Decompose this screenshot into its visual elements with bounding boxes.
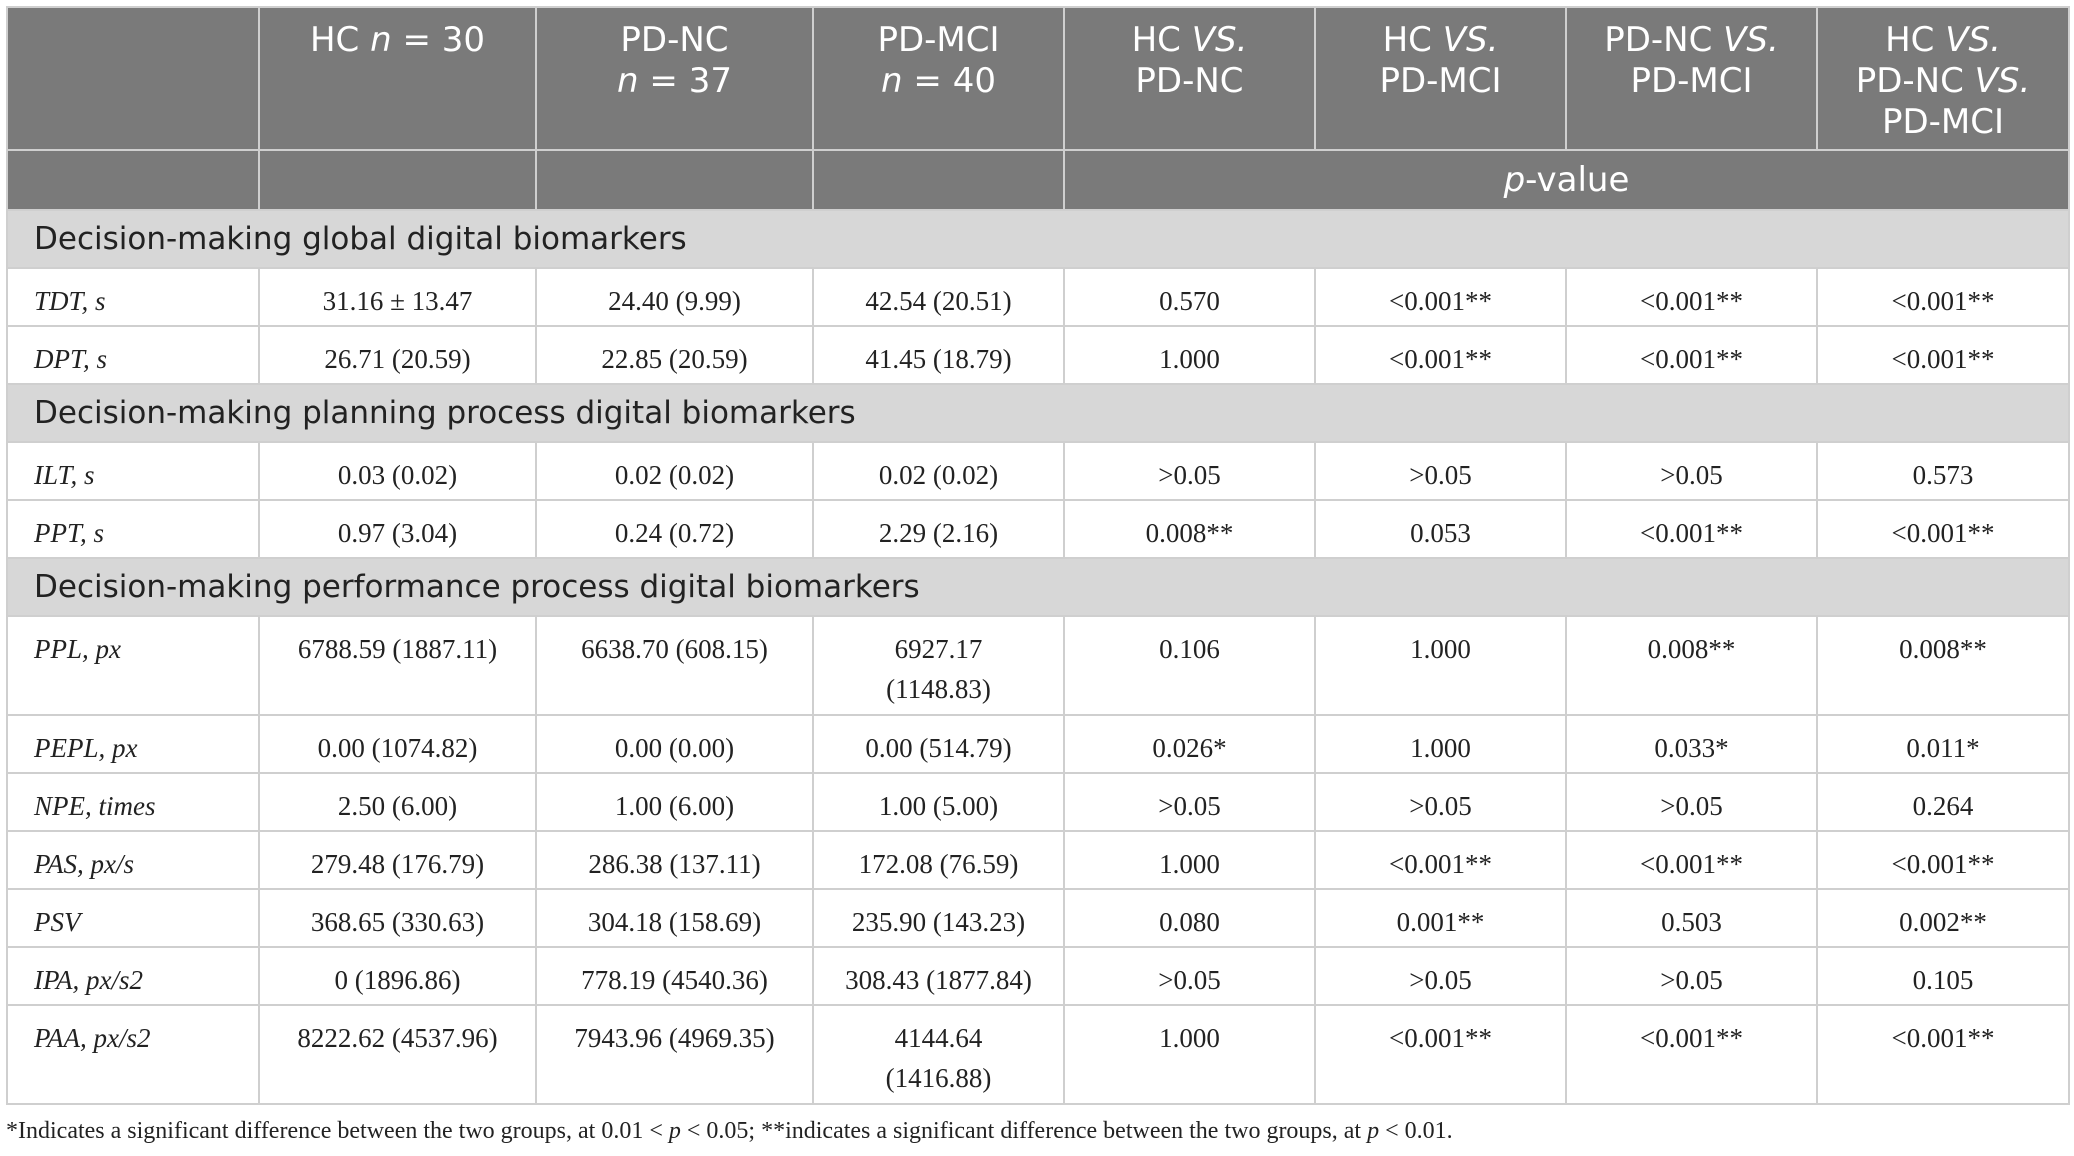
table-cell: 0.008** [1817, 616, 2069, 715]
table-row [7, 500, 2069, 558]
table-cell: >0.05 [1064, 442, 1315, 500]
table-cell: 1.000 [1064, 326, 1315, 384]
column-header-text: VS. [1191, 20, 1248, 60]
table-cell: 0.00 (0.00) [536, 715, 813, 773]
column-header-text: PD-MCI [877, 20, 1000, 60]
table-cell: 2.29 (2.16) [813, 500, 1064, 558]
row-label: PEPL, px [7, 715, 259, 773]
table-cell: 8222.62 (4537.96) [259, 1005, 536, 1104]
table-cell: 0.503 [1566, 889, 1817, 947]
table-cell: 0.080 [1064, 889, 1315, 947]
table-cell: <0.001** [1315, 831, 1566, 889]
table-cell: >0.05 [1315, 947, 1566, 1005]
column-header-line [1818, 61, 2068, 102]
table-cell: <0.001** [1315, 326, 1566, 384]
table-cell: <0.001** [1566, 326, 1817, 384]
table-cell: 6927.17 (1148.83) [813, 616, 1064, 715]
table-cell: 0.053 [1315, 500, 1566, 558]
column-header-text: PD-MCI [1881, 102, 2005, 142]
table-cell: 0.00 (1074.82) [259, 715, 536, 773]
table-cell: 0.002** [1817, 889, 2069, 947]
column-header-text: PD-NC [1604, 20, 1724, 60]
header-subrow [7, 150, 2069, 210]
table-cell: >0.05 [1064, 947, 1315, 1005]
section-row [7, 558, 2069, 616]
column-header-text: PD-NC [1135, 61, 1244, 101]
table-cell: 7943.96 (4969.35) [536, 1005, 813, 1104]
table-cell: 0.264 [1817, 773, 2069, 831]
table-cell: 2.50 (6.00) [259, 773, 536, 831]
column-header-line [1567, 20, 1816, 61]
column-header-line [1818, 20, 2068, 61]
header-blank-cell [813, 150, 1064, 210]
column-header-text: HC [309, 20, 371, 60]
table-cell: 1.000 [1315, 616, 1566, 715]
table-cell: 31.16 ± 13.47 [259, 268, 536, 326]
table-cell: 42.54 (20.51) [813, 268, 1064, 326]
column-header-text: VS. [1442, 20, 1499, 60]
column-header-text: HC [1885, 20, 1946, 60]
column-header-line [1316, 61, 1565, 102]
footnote-text: p [1367, 1118, 1380, 1144]
table-cell: >0.05 [1566, 947, 1817, 1005]
table-row [7, 831, 2069, 889]
table-header [7, 7, 2069, 210]
table-cell: <0.001** [1566, 500, 1817, 558]
header-blank-cell [536, 150, 813, 210]
table-row [7, 889, 2069, 947]
table-cell: 1.000 [1064, 831, 1315, 889]
column-header-line [1316, 20, 1565, 61]
table-row [7, 715, 2069, 773]
column-header-line [814, 61, 1063, 102]
column-header-line [537, 61, 812, 102]
column-header-text: = 37 [638, 61, 732, 101]
table-row [7, 268, 2069, 326]
table-row [7, 1005, 2069, 1104]
footnote-text: p [668, 1118, 681, 1144]
pvalue-suffix: -value [1525, 159, 1630, 200]
row-label: IPA, px/s2 [7, 947, 259, 1005]
column-header-text: = 30 [391, 20, 486, 60]
table-cell: 235.90 (143.23) [813, 889, 1064, 947]
table-cell: 0.24 (0.72) [536, 500, 813, 558]
footnote-text: < 0.05; **indicates a significant difference between the two groups, at [680, 1118, 1368, 1144]
table-cell: 41.45 (18.79) [813, 326, 1064, 384]
column-header-text: n [617, 61, 639, 101]
column-header-text: PD-MCI [1630, 61, 1753, 101]
table-cell: 0.106 [1064, 616, 1315, 715]
table-cell: 0.026* [1064, 715, 1315, 773]
table-cell: 0.105 [1817, 947, 2069, 1005]
table-cell: >0.05 [1566, 442, 1817, 500]
table-cell: <0.001** [1817, 831, 2069, 889]
table-cell: >0.05 [1566, 773, 1817, 831]
table-cell: 286.38 (137.11) [536, 831, 813, 889]
table-cell: <0.001** [1566, 268, 1817, 326]
table-cell: <0.001** [1315, 268, 1566, 326]
table-row [7, 326, 2069, 384]
section-title: Decision-making performance process digital biomarkers [7, 558, 2069, 616]
table-cell: 0.97 (3.04) [259, 500, 536, 558]
table-cell: <0.001** [1817, 268, 2069, 326]
row-label: DPT, s [7, 326, 259, 384]
table-cell: 0 (1896.86) [259, 947, 536, 1005]
column-header-text: HC [1382, 20, 1443, 60]
table-cell: 0.03 (0.02) [259, 442, 536, 500]
table-cell: 172.08 (76.59) [813, 831, 1064, 889]
section-row [7, 384, 2069, 442]
footnote-text: *Indicates a significant difference between the two groups, at 0.01 < [6, 1118, 669, 1144]
table-cell: <0.001** [1566, 831, 1817, 889]
table-cell: 0.02 (0.02) [813, 442, 1064, 500]
table-cell: 6788.59 (1887.11) [259, 616, 536, 715]
column-header-text: HC [1131, 20, 1192, 60]
column-header-line [814, 20, 1063, 61]
table-cell: 6638.70 (608.15) [536, 616, 813, 715]
column-header [259, 7, 536, 150]
table-row [7, 773, 2069, 831]
table-cell: 0.02 (0.02) [536, 442, 813, 500]
column-header-text: n [370, 20, 392, 60]
column-header-line [1065, 61, 1314, 102]
table-cell: 0.001** [1315, 889, 1566, 947]
table-row [7, 442, 2069, 500]
header-blank-cell [259, 150, 536, 210]
row-label: PAA, px/s2 [7, 1005, 259, 1104]
section-row [7, 210, 2069, 268]
table-cell: 0.00 (514.79) [813, 715, 1064, 773]
table-cell: >0.05 [1315, 442, 1566, 500]
footnote [6, 1118, 1453, 1145]
table-cell: 0.033* [1566, 715, 1817, 773]
row-label: PAS, px/s [7, 831, 259, 889]
section-title: Decision-making global digital biomarkers [7, 210, 2069, 268]
table-cell: <0.001** [1566, 1005, 1817, 1104]
table-cell: 0.008** [1566, 616, 1817, 715]
row-label: PPT, s [7, 500, 259, 558]
pvalue-prefix: p [1503, 159, 1526, 200]
column-header-text: VS. [1974, 61, 2031, 101]
table-cell: 26.71 (20.59) [259, 326, 536, 384]
table-cell: 1.00 (5.00) [813, 773, 1064, 831]
table-cell: <0.001** [1315, 1005, 1566, 1104]
table-row [7, 616, 2069, 715]
column-header-line [1567, 61, 1816, 102]
column-header-line [260, 20, 535, 61]
column-header [536, 7, 813, 150]
column-header-line [1818, 102, 2068, 143]
column-header-text: VS. [1723, 20, 1779, 60]
column-header [1566, 7, 1817, 150]
header-blank-cell [7, 150, 259, 210]
table-body [7, 210, 2069, 1104]
table-cell: 0.573 [1817, 442, 2069, 500]
row-label: ILT, s [7, 442, 259, 500]
column-header-line [1065, 20, 1314, 61]
row-label: NPE, times [7, 773, 259, 831]
table-cell: 24.40 (9.99) [536, 268, 813, 326]
header-row [7, 7, 2069, 150]
column-header [1817, 7, 2069, 150]
row-label: TDT, s [7, 268, 259, 326]
table-cell: <0.001** [1817, 326, 2069, 384]
table-cell: <0.001** [1817, 500, 2069, 558]
section-title: Decision-making planning process digital biomarkers [7, 384, 2069, 442]
row-label: PPL, px [7, 616, 259, 715]
data-table [6, 6, 2070, 1105]
table-cell: 304.18 (158.69) [536, 889, 813, 947]
table-cell: <0.001** [1817, 1005, 2069, 1104]
column-header [813, 7, 1064, 150]
table-cell: 279.48 (176.79) [259, 831, 536, 889]
table-cell: 1.000 [1315, 715, 1566, 773]
row-label: PSV [7, 889, 259, 947]
table-cell: 1.000 [1064, 1005, 1315, 1104]
pvalue-header [1064, 150, 2069, 210]
column-header-text: PD-MCI [1379, 61, 1502, 101]
column-header [1315, 7, 1566, 150]
table-cell: 368.65 (330.63) [259, 889, 536, 947]
footnote-text: < 0.01. [1379, 1118, 1453, 1144]
table-cell: 22.85 (20.59) [536, 326, 813, 384]
table-cell: 4144.64 (1416.88) [813, 1005, 1064, 1104]
column-header [1064, 7, 1315, 150]
table-cell: 0.570 [1064, 268, 1315, 326]
column-header [7, 7, 259, 150]
table-cell: 778.19 (4540.36) [536, 947, 813, 1005]
table-cell: 1.00 (6.00) [536, 773, 813, 831]
column-header-text: VS. [1945, 20, 2001, 60]
column-header-text: = 40 [902, 61, 996, 101]
table-cell: 308.43 (1877.84) [813, 947, 1064, 1005]
table-row [7, 947, 2069, 1005]
table-cell: >0.05 [1315, 773, 1566, 831]
column-header-text: n [881, 61, 903, 101]
column-header-line [537, 20, 812, 61]
table-cell: 0.011* [1817, 715, 2069, 773]
table-cell: 0.008** [1064, 500, 1315, 558]
column-header-text: PD-NC [620, 20, 729, 60]
table-cell: >0.05 [1064, 773, 1315, 831]
column-header-text: PD-NC [1855, 61, 1975, 101]
